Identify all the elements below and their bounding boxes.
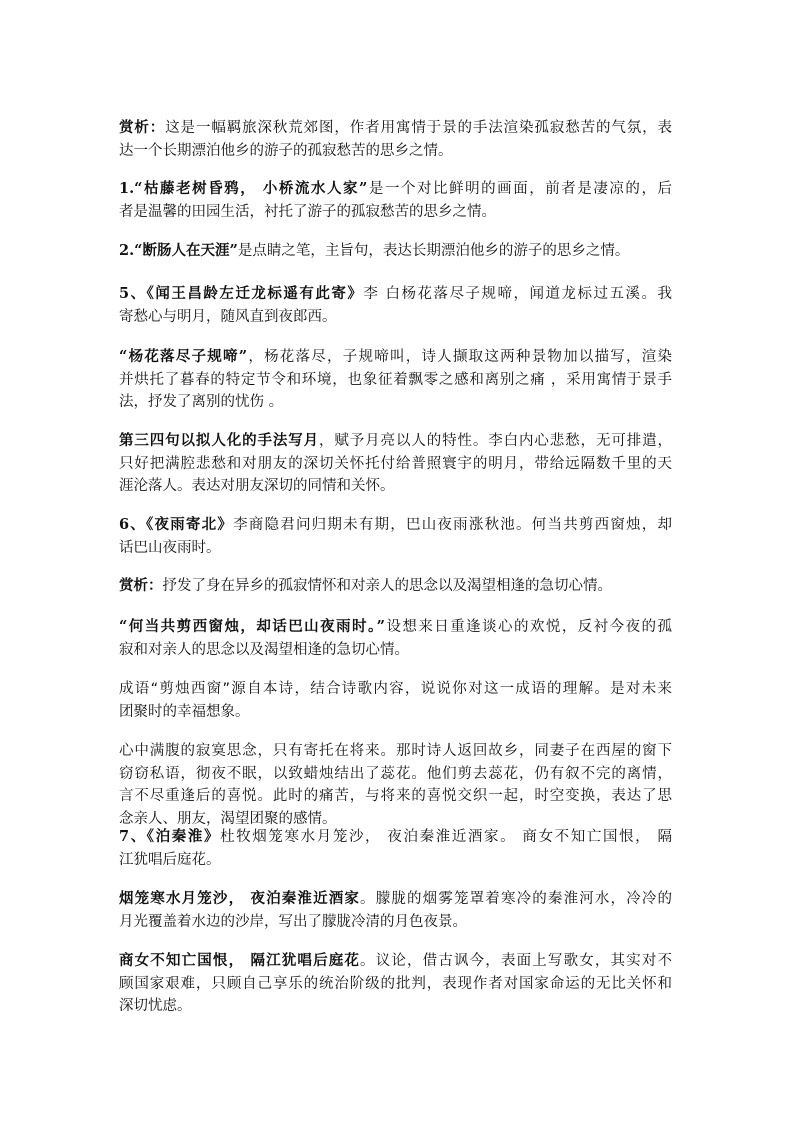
text-line: 江犹唱后庭花。	[119, 851, 221, 868]
text-line: 烟笼寒水月笼沙， 夜泊秦淮近酒家。朦胧的烟雾笼罩着寒冷的秦淮河水，冷冷的	[119, 890, 673, 907]
text-line: 赏析：这是一幅羁旅深秋荒郊图，作者用寓情于景的手法渲染孤寂愁苦的气氛，表	[119, 119, 673, 136]
text-line: “杨花落尽子规啼”，杨花落尽，子规啼叫，诗人撷取这两种景物加以描写，渲染	[119, 348, 673, 365]
text-line: 6、《夜雨寄北》李商隐君问归期未有期，巴山夜雨涨秋池。何当共剪西窗烛，却	[119, 516, 672, 533]
text-line: 顾国家艰难，只顾自己享乐的统治阶级的批判，表现作者对国家命运的无比关怀和	[119, 975, 672, 992]
bold-lead: 烟笼寒水月笼沙， 夜泊秦淮近酒家	[119, 890, 361, 907]
note-paragraph-2	[119, 240, 672, 263]
text-line: “何当共剪西窗烛，却话巴山夜雨时。”设想来日重逢谈心的欢悦，反衬今夜的孤	[119, 618, 673, 635]
note-paragraph-1	[119, 178, 672, 223]
poem-title: 6、《夜雨寄北》	[119, 516, 234, 533]
quoted-verse: “枯藤老树昏鸦， 小桥流水人家”	[134, 180, 368, 197]
text-line: 只好把满腔悲愁和对朋友的深切关怀托付给普照寰宇的明月，带给远隔数千里的天	[119, 455, 672, 472]
text-line: 窃窃私语，彻夜不眠，以致蜡烛结出了蕊花。他们剪去蕊花，仍有叙不完的离情，	[119, 765, 672, 782]
explanation-paragraph	[119, 740, 672, 830]
analysis-paragraph-2	[119, 430, 672, 498]
text-line: 1.“枯藤老树昏鸦， 小桥流水人家”是一个对比鲜明的画面，前者是凄凉的，后	[119, 180, 673, 197]
text-line: 念亲人、朋友，渴望团聚的感情。	[119, 810, 337, 827]
analysis-paragraph-4	[119, 888, 672, 933]
text-line: 月光覆盖着水边的沙岸，写出了朦胧冷清的月色夜景。	[119, 913, 467, 930]
text-line: 并烘托了暮春的特定节令和环境，也象征着飘零之感和离别之痛 ，采用寓情于景手	[119, 371, 672, 388]
text-line: 7、《泊秦淮》杜牧烟笼寒水月笼沙， 夜泊秦淮近酒家。 商女不知亡国恨， 隔	[119, 828, 673, 845]
idiom-paragraph	[119, 678, 672, 723]
poem-title: 7、《泊秦淮》	[119, 828, 221, 845]
text-line: 言不尽重逢后的喜悦。此时的痛苦，与将来的喜悦交织一起，时空变换，表达了思	[119, 788, 672, 804]
text-line: 寄愁心与明月，随风直到夜郎西。	[119, 308, 337, 325]
appreciation-label: 赏析：	[119, 119, 166, 136]
text-line: 商女不知亡国恨， 隔江犹唱后庭花。议论，借古讽今，表面上写歌女，其实对不	[119, 952, 673, 969]
text-line: 达一个长期漂泊他乡的游子的孤寂愁苦的思乡之情。	[119, 142, 453, 159]
appreciation-label: 赏析：	[119, 577, 163, 594]
text-line: 话巴山夜雨时。	[119, 539, 221, 556]
poem-title: 5、《闻王昌龄左迁龙标遥有此寄》	[119, 285, 364, 302]
text-line: 心中满腹的寂寞思念，只有寄托在将来。那时诗人返回故乡，同妻子在西屋的窗下	[119, 743, 672, 759]
text-line: 赏析：抒发了身在异乡的孤寂情怀和对亲人的思念以及渴望相逢的急切心情。	[119, 577, 612, 594]
poem-paragraph-7	[119, 826, 672, 871]
text-line: 者是温馨的田园生活，衬托了游子的孤寂愁苦的思乡之情。	[119, 203, 496, 220]
text-line: 第三四句以拟人化的手法写月，赋予月亮以人的特性。李白内心悲愁，无可排遣，	[119, 432, 672, 449]
text-line: 涯沦落人。表达对朋友深切的同情和关怀。	[119, 478, 395, 494]
quoted-verse: “何当共剪西窗烛，却话巴山夜雨时。”	[119, 618, 385, 635]
analysis-paragraph-1	[119, 346, 672, 414]
analysis-paragraph-3	[119, 616, 672, 661]
text-line: 寂和对亲人的思念以及渴望相逢的急切心情。	[119, 641, 409, 658]
text-line: 成语“剪烛西窗”源自本诗，结合诗歌内容，说说你对这一成语的理解。是对未来	[119, 681, 672, 697]
text-line: 5、《闻王昌龄左迁龙标遥有此寄》李 白杨花落尽子规啼，闻道龙标过五溪。我	[119, 285, 672, 302]
text-line: 深切忧虑。	[119, 998, 192, 1014]
text-line: 法，抒发了离别的忧伤 。	[119, 394, 284, 410]
analysis-paragraph-5	[119, 950, 672, 1018]
poem-paragraph-6	[119, 514, 672, 559]
appreciation-paragraph-2	[119, 575, 672, 598]
bold-lead: 第三四句以拟人化的手法写月	[119, 432, 320, 449]
quoted-verse: “断肠人在天涯”	[134, 242, 238, 259]
text-line: 2.“断肠人在天涯”是点睛之笔，主旨句，表达长期漂泊他乡的游子的思乡之情。	[119, 242, 630, 259]
quoted-verse: “杨花落尽子规啼”	[119, 348, 248, 365]
poem-paragraph-5	[119, 283, 672, 328]
bold-lead: 商女不知亡国恨， 隔江犹唱后庭花	[119, 952, 361, 969]
text-line: 团聚时的幸福想象。	[119, 703, 250, 720]
appreciation-paragraph-1	[119, 117, 672, 162]
